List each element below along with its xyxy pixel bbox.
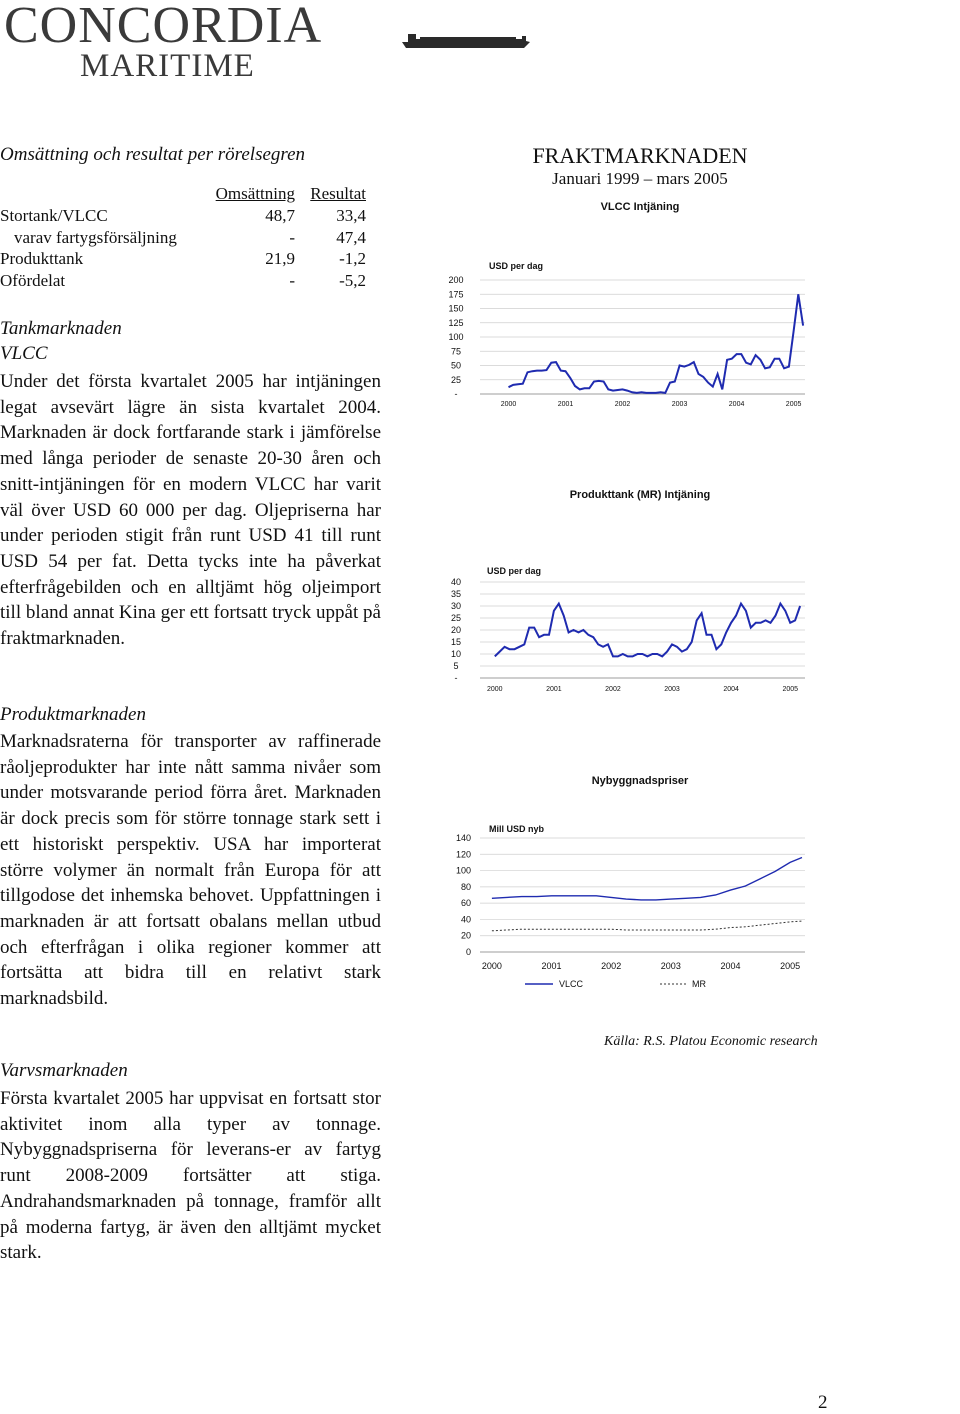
ship-icon — [402, 28, 532, 50]
y-tick-label: 30 — [450, 601, 462, 611]
y-tick-label: 5 — [453, 661, 459, 671]
subheading-vlcc: VLCC — [0, 343, 48, 364]
chart-ylabel-newbuild: Mill USD nyb — [489, 824, 545, 834]
row-value: - — [289, 227, 295, 247]
table-row — [0, 271, 375, 293]
y-tick-label: 35 — [450, 589, 462, 599]
x-tick-label: 2003 — [660, 961, 681, 971]
row-value: -1,2 — [339, 249, 366, 269]
x-tick-label: 2001 — [557, 401, 574, 408]
y-tick-label: 120 — [455, 849, 471, 860]
chart-title-vlcc: VLCC Intjäning — [600, 201, 680, 213]
table-row — [0, 228, 375, 250]
y-tick-label: 0 — [465, 947, 471, 957]
heading-fraktmarknaden: FRAKTMARKNADEN — [532, 143, 748, 168]
x-tick-label: 2005 — [785, 401, 802, 408]
chart-title-newbuild: Nybyggnadspriser — [591, 775, 689, 787]
legend-label-mr: MR — [692, 979, 706, 989]
row-value: 47,4 — [336, 227, 366, 247]
row-label: Produkttank — [0, 249, 84, 269]
y-tick-label: 50 — [450, 360, 462, 371]
y-tick-label: 125 — [448, 317, 464, 328]
section-heading-varvsmarknaden: Varvsmarknaden — [0, 1060, 128, 1081]
y-tick-label: 10 — [450, 649, 462, 659]
table-title: Omsättning och resultat per rörelsegren — [0, 144, 306, 165]
y-tick-label: - — [454, 673, 458, 683]
subheading-period: Januari 1999 – mars 2005 — [552, 169, 728, 188]
row-label: Stortank/VLCC — [0, 205, 108, 225]
paragraph-varvsmarknaden: Första kvartalet 2005 har uppvisat en fortsatt stor aktivitet inom alla typer av tonnage. Nybyggnadspriserna för leverans-er av fartyg runt 2008-2009 fortsätter att stiga. Andrahandsmarknaden på tonnage, framför allt på moderna fartyg, är även den alltjämt mycket stark. — [0, 1088, 381, 1264]
x-tick-label: 2005 — [782, 686, 799, 693]
y-tick-label: 20 — [450, 625, 462, 635]
x-tick-label: 2002 — [601, 961, 622, 971]
y-tick-label: 40 — [460, 914, 471, 925]
table-header — [0, 184, 375, 206]
y-tick-label: - — [454, 389, 458, 399]
x-tick-label: 2004 — [728, 401, 745, 408]
x-tick-label: 2005 — [780, 961, 801, 971]
chart-ylabel-vlcc: USD per dag — [489, 261, 544, 271]
series-line — [509, 294, 804, 393]
chart-title-mr: Produkttank (MR) Intjäning — [569, 489, 711, 501]
y-tick-label: 40 — [450, 577, 462, 587]
section-heading-produktmarknaden: Produktmarknaden — [0, 704, 146, 725]
y-tick-label: 200 — [448, 275, 464, 285]
row-value: 21,9 — [265, 249, 295, 269]
y-tick-label: 25 — [450, 613, 462, 623]
y-tick-label: 100 — [448, 332, 464, 342]
x-tick-label: 2000 — [500, 401, 517, 408]
y-tick-label: 75 — [450, 346, 462, 357]
section-heading-tankmarknaden: Tankmarknaden — [0, 318, 122, 339]
series-line-vlcc — [492, 858, 802, 900]
chart-ylabel-mr: USD per dag — [487, 566, 542, 576]
x-tick-label: 2004 — [720, 961, 741, 971]
table-row — [0, 206, 375, 228]
row-value: -5,2 — [339, 271, 366, 291]
logo-concordia: CONCORDIA — [4, 0, 323, 54]
series-line-mr — [492, 921, 802, 931]
x-tick-label: 2001 — [541, 961, 562, 971]
x-tick-label: 2003 — [664, 686, 680, 693]
legend-label-vlcc: VLCC — [559, 979, 584, 989]
row-label: Ofördelat — [0, 271, 66, 291]
y-tick-label: 25 — [450, 374, 462, 385]
y-tick-label: 175 — [448, 289, 464, 300]
page-number: 2 — [818, 1392, 828, 1413]
y-tick-label: 140 — [455, 833, 471, 843]
x-tick-label: 2002 — [605, 686, 621, 693]
row-value: 33,4 — [336, 205, 366, 225]
vlcc-chart — [440, 270, 810, 412]
col-header-resultat: Resultat — [310, 184, 366, 203]
table-row — [0, 249, 375, 271]
summary-table — [0, 184, 375, 293]
y-tick-label: 80 — [460, 881, 471, 892]
x-tick-label: 2003 — [671, 401, 688, 408]
paragraph-vlcc: Under det första kvartalet 2005 har intjäningen legat avsevärt lägre än sista kvartalet 2004. Marknaden är dock fortfarande stark i jämförelse med långa perioder de senaste 20-30 åren och snitt-intjäningen för en modern VLCC har varit väl över USD 60 000 per dag. Oljepriserna har under perioden stigit från runt USD 41 till runt USD 54 per fat. Detta tycks inte ha påverkat efterfrågebilden och en alltjämt hög oljeimport till bland annat Kina ger ett fortsatt tryck uppåt på fraktmarknaden. — [0, 371, 381, 650]
y-tick-label: 20 — [460, 930, 471, 941]
paragraph-produktmarknaden: Marknadsraterna för transporter av raffinerade råoljeprodukter har inte nått samma nivåer som under motsvarande period förra året. Marknaden är dock precis som för större tonnage stark sett i ett historiskt perspektiv. USA har importerat större volymer än normalt från Europa för att tillgodose det inhemska behovet. Uppfattningen i marknaden är att fortsatt obalans mellan utbud och efterfrågan i olika regioner kommer att fortsätta att bidra till en relativt stark marknadsbild. — [0, 731, 381, 1010]
y-tick-label: 15 — [450, 637, 462, 647]
col-header-omsattning: Omsättning — [215, 184, 295, 203]
source-note: Källa: R.S. Platou Economic research — [604, 1034, 818, 1049]
row-value: 48,7 — [265, 205, 295, 225]
y-tick-label: 60 — [460, 898, 471, 909]
y-tick-label: 100 — [455, 865, 471, 876]
mr-chart — [440, 570, 810, 698]
newbuild-chart — [440, 826, 820, 991]
x-tick-label: 2001 — [546, 686, 562, 693]
row-label: varav fartygsförsäljning — [14, 227, 177, 247]
x-tick-label: 2002 — [614, 401, 631, 408]
row-value: - — [289, 271, 295, 291]
y-tick-label: 150 — [448, 303, 464, 314]
x-tick-label: 2004 — [723, 686, 739, 693]
logo-maritime: MARITIME — [80, 48, 255, 84]
x-tick-label: 2000 — [481, 961, 502, 971]
x-tick-label: 2000 — [486, 686, 503, 693]
